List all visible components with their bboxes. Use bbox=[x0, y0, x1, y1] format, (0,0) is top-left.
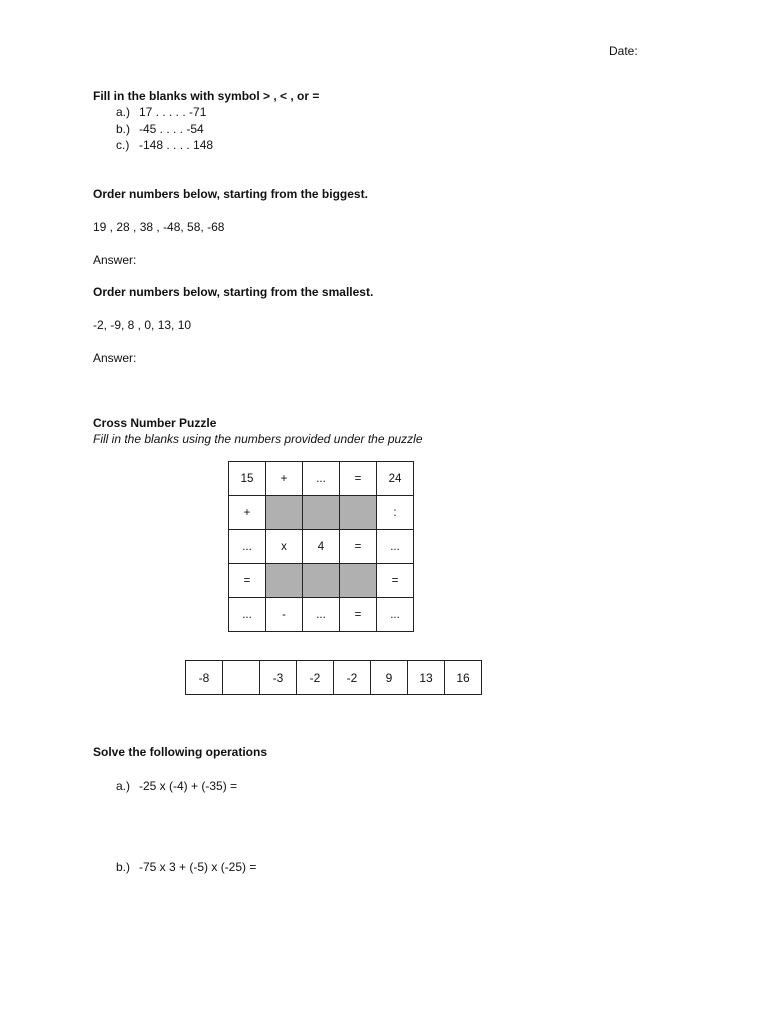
grid-cell: 24 bbox=[377, 462, 414, 496]
cross-number-grid bbox=[228, 461, 414, 632]
grid-cell: - bbox=[266, 598, 303, 632]
grid-cell: ... bbox=[303, 598, 340, 632]
section1-item-a-text: 17 . . . . . -71 bbox=[139, 105, 207, 119]
number-bank-cell: 16 bbox=[445, 661, 482, 695]
grid-cell: = bbox=[340, 598, 377, 632]
number-bank-cell: 13 bbox=[408, 661, 445, 695]
grid-cell: ... bbox=[229, 598, 266, 632]
section4-item-a-text: -25 x (-4) + (-35) = bbox=[139, 779, 238, 793]
grid-cell: x bbox=[266, 530, 303, 564]
grid-cell: : bbox=[377, 496, 414, 530]
number-bank-cell bbox=[223, 661, 260, 695]
grid-cell-shaded bbox=[303, 496, 340, 530]
grid-cell-shaded bbox=[266, 564, 303, 598]
section4-title: Solve the following operations bbox=[93, 745, 268, 759]
section1-item-b-label: b.) bbox=[116, 122, 131, 136]
grid-cell-shaded bbox=[266, 496, 303, 530]
puzzle-title: Cross Number Puzzle bbox=[93, 416, 217, 430]
section3-numbers: -2, -9, 8 , 0, 13, 10 bbox=[93, 318, 192, 332]
section1-item-c-label: c.) bbox=[116, 138, 130, 152]
section2-numbers: 19 , 28 , 38 , -48, 58, -68 bbox=[93, 220, 225, 234]
date-label: Date: bbox=[609, 44, 638, 58]
grid-cell: ... bbox=[377, 598, 414, 632]
grid-cell-shaded bbox=[340, 496, 377, 530]
number-bank-cell: 9 bbox=[371, 661, 408, 695]
section1-title: Fill in the blanks with symbol > , < , or = bbox=[93, 89, 320, 103]
grid-cell: = bbox=[340, 530, 377, 564]
number-bank-cell: -2 bbox=[334, 661, 371, 695]
grid-cell: + bbox=[229, 496, 266, 530]
section3-answer-label: Answer: bbox=[93, 351, 137, 365]
section2-title: Order numbers below, starting from the biggest. bbox=[93, 187, 368, 201]
section4-item-b-text: -75 x 3 + (-5) x (-25) = bbox=[139, 860, 257, 874]
section1-item-c-text: -148 . . . . 148 bbox=[139, 138, 214, 152]
grid-cell: 15 bbox=[229, 462, 266, 496]
puzzle-instruction: Fill in the blanks using the numbers provided under the puzzle bbox=[93, 432, 423, 446]
grid-cell: = bbox=[340, 462, 377, 496]
number-bank-cell: -2 bbox=[297, 661, 334, 695]
section1-item-b-text: -45 . . . . -54 bbox=[139, 122, 204, 136]
section3-title: Order numbers below, starting from the smallest. bbox=[93, 285, 374, 299]
section4-item-b-label: b.) bbox=[116, 860, 131, 874]
grid-cell: ... bbox=[303, 462, 340, 496]
section1-item-a-label: a.) bbox=[116, 105, 131, 119]
grid-cell: 4 bbox=[303, 530, 340, 564]
grid-cell: = bbox=[229, 564, 266, 598]
grid-cell: + bbox=[266, 462, 303, 496]
grid-cell: = bbox=[377, 564, 414, 598]
number-bank bbox=[185, 660, 482, 695]
section4-item-a-label: a.) bbox=[116, 779, 131, 793]
number-bank-cell: -3 bbox=[260, 661, 297, 695]
number-bank-cell: -8 bbox=[186, 661, 223, 695]
grid-cell-shaded bbox=[340, 564, 377, 598]
section2-answer-label: Answer: bbox=[93, 253, 137, 267]
grid-cell: ... bbox=[229, 530, 266, 564]
grid-cell: ... bbox=[377, 530, 414, 564]
grid-cell-shaded bbox=[303, 564, 340, 598]
